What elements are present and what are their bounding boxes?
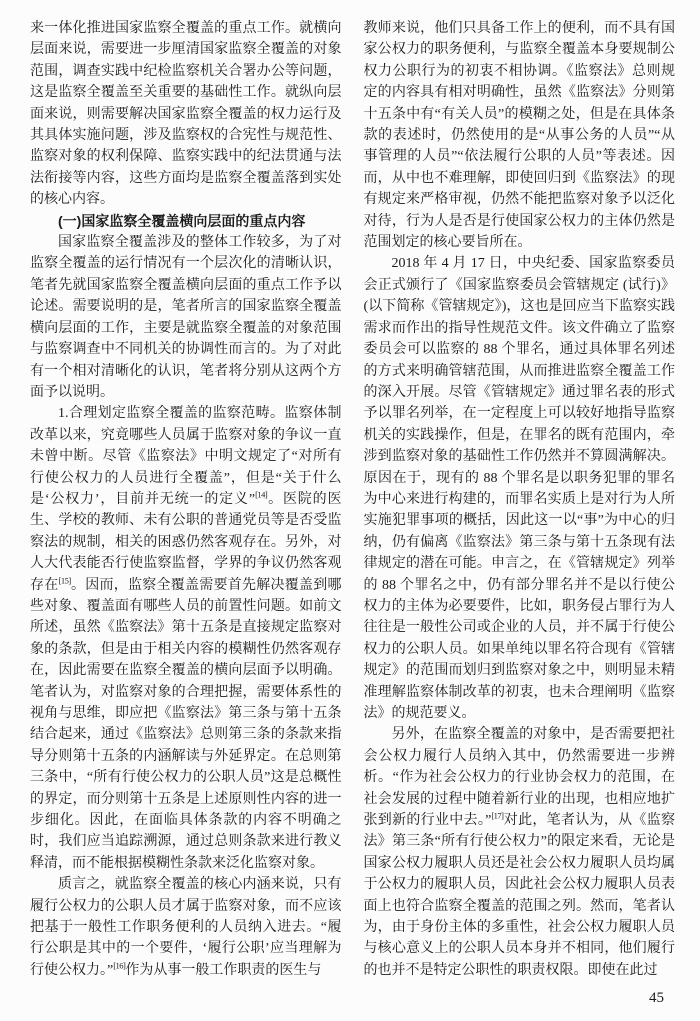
- body-paragraph: 来一体化推进国家监察全覆盖的重点工作。就横向层面来说，需要进一步厘清国家监察全覆盖的对象范围，调查实践中纪检监察机关合署办公等问题，这是监察全覆盖至关重要的基础性工作。就纵向层面来说，则需要解决国家监察全覆盖的权力运行及其具体实施问题，涉及监察权的合宪性与规范性、监察对象的权利保障、监察实践中的纪法贯通与法法衔接等内容，这些方面均是监察全覆盖落到实处的核心内容。: [30, 21, 342, 208]
- page-number: 45: [649, 990, 664, 1006]
- citation-marker: [17]: [491, 810, 504, 821]
- citation-marker: [16]: [113, 960, 126, 971]
- body-paragraph: 2018 年 4 月 17 日，中央纪委、国家监察委员会正式颁行了《国家监察委员会管辖规定 (试行)》(以下简称《管辖规定》)，这也是回应当下监察实践需求而作出的指导性规范文件。该文件确立了监察委员会可以监察的 88 个罪名，通过具体罪名列述的方式来明确管辖范围，从而推进监察全覆盖工作的深入开展。尽管《管辖规定》通过罪名表的形式予以罪名列举，在一定程度上可以较好地指导监察机关的实践操作，但是，在罪名的既有范围内，牵涉到监察对象的基础性工作仍然并不算圆满解决。原因在于，现有的 88 个罪名是以职务犯罪的罪名为中心来进行构建的，而罪名实质上是对行为人所实施犯罪事项的概括，因此这一以“事”为中心的归纳，仍有偏离《监察法》第三条与第十五条现有法律规定的潜在可能。申言之，在《管辖规定》列举的 88 个罪名之中，仍有部分罪名并不是以行使公权力的主体为必要要件，比如，职务侵占罪行为人往往是一般性公司或企业的人员，并不属于行使公权力的公职人员。如果单纯以罪名符合现有《管辖规定》的范围而划归到监察对象之中，则明显未精准理解监察体制改革的初衷，也未合理阐明《监察法》的规范要义。: [363, 256, 675, 721]
- body-paragraph: 教师来说，他们只具备工作上的便利，而不具有国家公权力的职务便利，与监察全覆盖本身要规制公权力公职行为的初衷不相协调。《监察法》总则规定的内容具有相对明确性，虽然《监察法》分则第十五条中有“有关人员”的模糊之处，但是在具体条款的表述时，仍然使用的是“从事公务的人员”“从事管理的人员”“依法履行公职的人员”等表述。因而，从中也不难理解，即使回归到《监察法》的现有规定来严格审视，仍然不能把监察对象予以泛化对待，行为人是否是行使国家公权力的主体仍然是范围划定的核心要旨所在。: [363, 21, 675, 251]
- body-paragraph: 另外，在监察全覆盖的对象中，是否需要把社会公权力履行人员纳入其中，仍然需要进一步辨析。“作为社会公权力的行业协会权力的范围，在社会发展的过程中随着新行业的出现，也相应地扩张到新的行业中去。”[17]对此，笔者认为，从《监察法》第三条“所有行使公权力”的限定来看，无论是国家公权力履职人员还是社会公权力履职人员均属于公权力的履职人员，因此社会公权力履职人员表面上也符合监察全覆盖的范围之列。然而，笔者认为，由于身份主体的多重性，社会公权力履职人员与核心意义上的公职人员本身并不相同，他们履行的也并不是特定公职性的职责权限。即使在此过: [363, 727, 676, 978]
- citation-marker: [14]: [255, 489, 268, 500]
- left-column: [30, 18, 342, 981]
- two-column-text-area: [30, 18, 675, 981]
- section-heading: (一)国家监察全覆盖横向层面的重点内容: [58, 212, 306, 229]
- body-paragraph: 1.合理划定监察全覆盖的监察范畴。监察体制改革以来，究竟哪些人员属于监察对象的争议一直未曾中断。尽管《监察法》中明文规定了“对所有行使公权力的人员进行全覆盖”，但是“关于什么是‘公权力’，目前并无统一的定义”[14]。医院的医生、学校的教师、未有公职的普通党员等是否受监察法的规制，相关的困惑仍然客观存在。另外，对人大代表能否行使监察监督，学界的争议仍然客观存在[15]。因而，监察全覆盖需要首先解决覆盖到哪些对象、覆盖面有哪些人员的前置性问题。如前文所述，虽然《监察法》第十五条是直接规定监察对象的条款，但是由于相关内容的模糊性仍然客观存在，因此需要在监察全覆盖的横向层面予以明确。笔者认为，对监察对象的合理把握，需要体系性的视角与思维，即应把《监察法》第三条与第十五条结合起来，通过《监察法》总则第三条的条款来指导分则第十五条的内涵解读与外延界定。在总则第三条中，“所有行使公权力的公职人员”这是总概性的界定，而分则第十五条是上述原则性内容的进一步细化。因此，在面临具体条款的内容不明确之时，我们应当追踪溯源，通过总则条款来进行教义释清，而不能根据模糊性条款来泛化监察对象。: [30, 406, 342, 871]
- body-paragraph: 国家监察全覆盖涉及的整体工作较多，为了对监察全覆盖的运行情况有一个层次化的清晰认识，笔者先就国家监察全覆盖横向层面的重点工作予以论述。需要说明的是，笔者所言的国家监察全覆盖横向层面的工作，主要是就监察全覆盖的对象范围与监察调查中不同机关的协调性而言的。为了对此有一个相对清晰化的认识，笔者将分别从这两个方面予以说明。: [30, 235, 342, 400]
- body-paragraph: 质言之，就监察全覆盖的核心内涵来说，只有履行公权力的公职人员才属于监察对象，而不应该把基于一般性工作职务便利的人员纳入进去。“履行公职是其中的一个要件，‘履行公职’应当理解为行使公权力。”[16]作为从事一般工作职责的医生与: [30, 877, 342, 978]
- right-column: [364, 18, 676, 981]
- citation-marker: [15]: [58, 574, 71, 585]
